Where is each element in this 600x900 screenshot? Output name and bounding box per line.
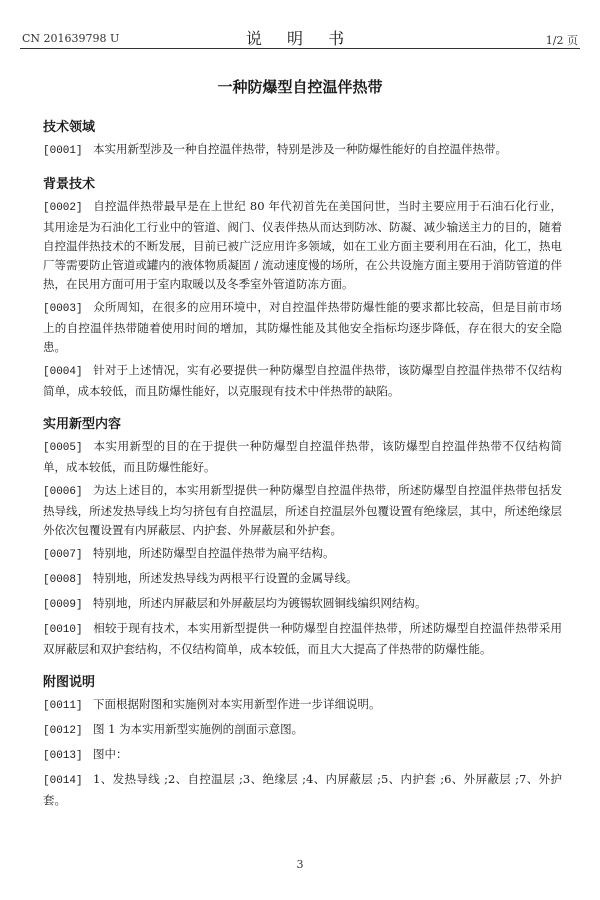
paragraph bbox=[43, 298, 562, 357]
paragraph-text: 特别地，所述防爆型自控温伴热带为扁平结构。 bbox=[93, 546, 335, 560]
paragraph-number: [0007] bbox=[43, 549, 83, 561]
paragraph bbox=[43, 569, 562, 590]
patent-number: CN 201639798 U bbox=[22, 32, 120, 45]
paragraph bbox=[43, 619, 562, 659]
paragraph bbox=[43, 720, 562, 741]
paragraph-text: 特别地，所述发热导线为两根平行设置的金属导线。 bbox=[93, 571, 358, 585]
document-type: 说 明 书 bbox=[245, 29, 355, 48]
section bbox=[43, 116, 562, 161]
paragraph-number: [0002] bbox=[43, 202, 83, 214]
paragraph-text: 本实用新型的目的在于提供一种防爆型自控温伴热带，该防爆型自控温伴热带不仅结构简单，成本较低，而且防爆性能好。 bbox=[43, 439, 562, 474]
paragraph-number: [0014] bbox=[43, 775, 83, 787]
paragraph-number: [0011] bbox=[43, 700, 83, 712]
document-body bbox=[43, 116, 562, 822]
section bbox=[43, 413, 562, 659]
paragraph-text: 针对于上述情况，实有必要提供一种防爆型自控温伴热带，该防爆型自控温伴热带不仅结构简单，成本较低，而且防爆性能好，以克服现有技术中伴热带的缺陷。 bbox=[43, 363, 562, 398]
paragraph-text: 1、发热导线 ;2、自控温层 ;3、绝缘层 ;4、内屏蔽层 ;5、内护套 ;6、外屏蔽层 ;7、外护套。 bbox=[43, 772, 562, 807]
paragraph bbox=[43, 197, 562, 294]
paragraph bbox=[43, 745, 562, 766]
section bbox=[43, 173, 562, 401]
paragraph bbox=[43, 481, 562, 540]
paragraph bbox=[43, 695, 562, 716]
paragraph bbox=[43, 544, 562, 565]
section-heading: 技术领域 bbox=[43, 120, 96, 135]
paragraph-text: 图 1 为本实用新型实施例的剖面示意图。 bbox=[93, 722, 304, 736]
paragraph-number: [0006] bbox=[43, 486, 83, 498]
paragraph bbox=[43, 140, 562, 161]
section bbox=[43, 671, 562, 810]
paragraph-text: 众所周知，在很多的应用环境中，对自控温伴热带防爆性能的要求都比较高，但是目前市场上的自控温伴热带随着使用时间的增加，其防爆性能及其他安全指标均逐步降低，存在很大的安全隐患。 bbox=[43, 300, 562, 354]
paragraph-number: [0013] bbox=[43, 750, 83, 762]
paragraph-text: 下面根据附图和实施例对本实用新型作进一步详细说明。 bbox=[93, 697, 381, 711]
paragraph-text: 本实用新型涉及一种自控温伴热带，特别是涉及一种防爆性能好的自控温伴热带。 bbox=[93, 142, 507, 156]
paragraph bbox=[43, 770, 562, 810]
paragraph-number: [0001] bbox=[43, 145, 83, 157]
section-heading: 背景技术 bbox=[43, 177, 96, 192]
paragraph-text: 图中： bbox=[93, 747, 128, 761]
page-header bbox=[20, 28, 580, 49]
paragraph-text: 相较于现有技术，本实用新型提供一种防爆型自控温伴热带，所述防爆型自控温伴热带采用双屏蔽层和双护套结构，不仅结构简单，成本较低，而且大大提高了伴热带的防爆性能。 bbox=[43, 621, 562, 656]
page-number: 3 bbox=[296, 858, 304, 871]
paragraph-number: [0004] bbox=[43, 366, 83, 378]
paragraph-number: [0003] bbox=[43, 303, 83, 315]
section-heading: 实用新型内容 bbox=[43, 417, 122, 432]
paragraph bbox=[43, 437, 562, 477]
paragraph-number: [0010] bbox=[43, 624, 83, 636]
paragraph-number: [0005] bbox=[43, 442, 83, 454]
paragraph-text: 自控温伴热带最早是在上世纪 80 年代初首先在美国问世，当时主要应用于石油石化行业，其用途是为石油化工行业中的管道、阀门、仪表伴热从而达到防冰、防凝、减少输送主力的目的，随着自控温伴热技术的不断发展，目前已被广泛应用许多领域，如在工业方面主要利用在石油，化工，热电厂等需要防止管道或罐内的液体物质凝固 / 流动速度慢的场所，在公共设施方面主要用于消防管道的伴热，在民用方面可用于室内取暖以及冬季室外管道防冻方面。 bbox=[43, 199, 562, 291]
paragraph-number: [0009] bbox=[43, 599, 83, 611]
section-heading: 附图说明 bbox=[43, 675, 96, 690]
document-title: 一种防爆型自控温伴热带 bbox=[217, 78, 383, 96]
paragraph-text: 为达上述目的，本实用新型提供一种防爆型自控温伴热带，所述防爆型自控温伴热带包括发热导线，所述发热导线上均匀挤包有自控温层，所述自控温层外包覆设置有绝缘层，其中，所述绝缘层外依次包覆设置有内屏蔽层、内护套、外屏蔽层和外护套。 bbox=[43, 483, 562, 537]
paragraph-number: [0012] bbox=[43, 725, 83, 737]
paragraph bbox=[43, 594, 562, 615]
paragraph-text: 特别地，所述内屏蔽层和外屏蔽层均为镀锡软圆铜线编织网结构。 bbox=[93, 596, 427, 610]
paragraph-number: [0008] bbox=[43, 574, 83, 586]
paragraph bbox=[43, 361, 562, 401]
page-indicator: 1/2 页 bbox=[545, 34, 578, 47]
